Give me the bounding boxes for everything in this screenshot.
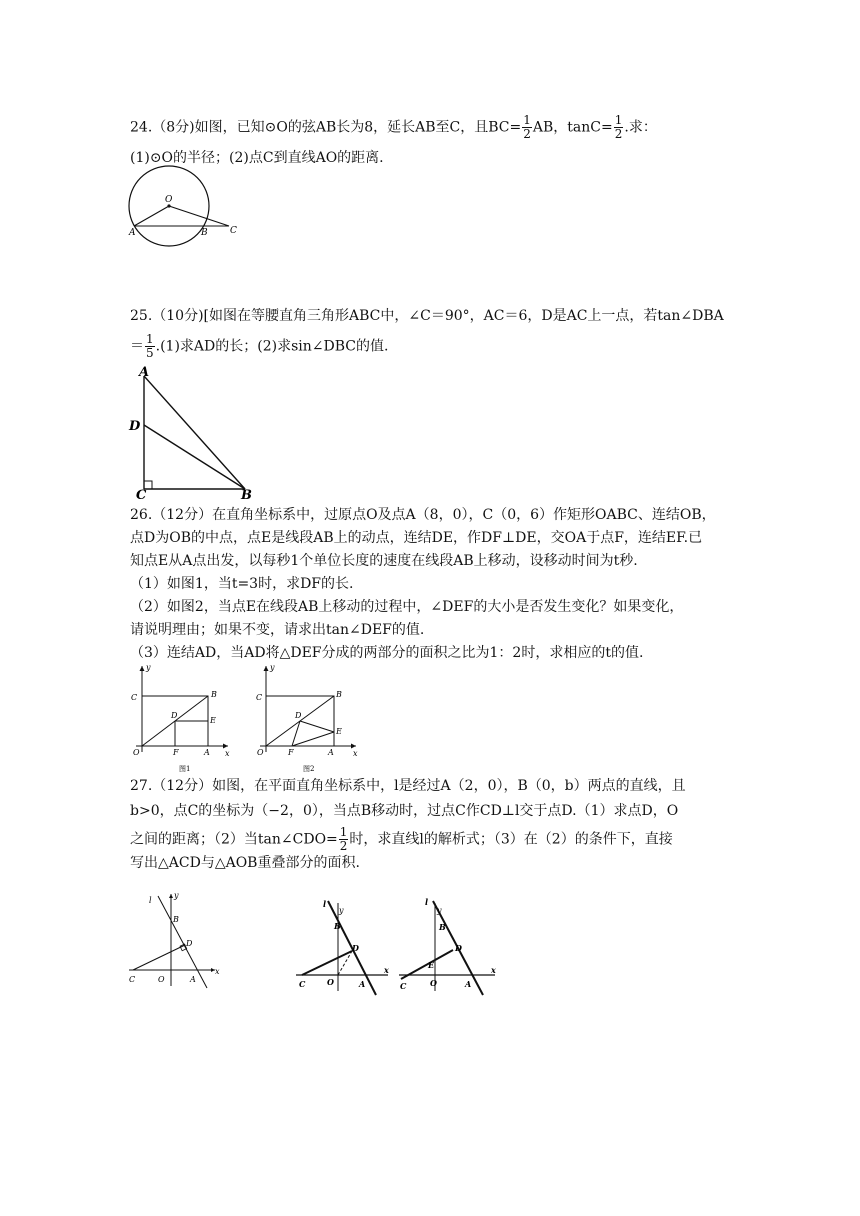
q24-fraction-2: $\frac{1}{2}$ bbox=[614, 113, 623, 141]
q25-text-a: ＝ bbox=[130, 338, 144, 355]
segment-oa bbox=[134, 206, 169, 226]
label-b: B bbox=[439, 922, 446, 932]
label-c: C bbox=[256, 693, 263, 702]
label-l: l bbox=[323, 899, 327, 909]
q24-text-a: 24.（8分)如图，已知⊙O的弦AB长为8，延长AB至C，且BC= bbox=[130, 119, 522, 136]
q25-line1: 25.（10分)[如图在等腰直角三角形ABC中，∠C＝90°，AC＝6，D是AC上一点，若tan∠DBA bbox=[130, 308, 724, 324]
segment-oc bbox=[169, 206, 229, 226]
label-e: E bbox=[336, 727, 342, 736]
label-a: A bbox=[465, 979, 472, 989]
label-d: D bbox=[352, 943, 359, 953]
segment-de bbox=[300, 721, 334, 732]
label-y: y bbox=[339, 906, 344, 915]
segment-cd bbox=[133, 945, 185, 970]
label-x: x bbox=[353, 749, 358, 758]
caption: 图2 bbox=[303, 765, 315, 773]
x-arrow bbox=[351, 744, 356, 749]
label-d: D bbox=[295, 711, 302, 720]
q26-line5: （2）如图2，当点E在线段AB上移动的过程中，∠DEF的大小是否发生变化？如果变化， bbox=[130, 599, 684, 615]
label-x: x bbox=[225, 749, 230, 758]
label-x: x bbox=[215, 967, 220, 976]
label-a: A bbox=[190, 975, 196, 984]
q26-figure-2 bbox=[250, 660, 370, 775]
label-o: O bbox=[257, 748, 264, 757]
label-x: x bbox=[384, 965, 389, 975]
q24-text-c: .求： bbox=[624, 119, 657, 136]
caption: 图1 bbox=[179, 765, 191, 773]
q27-line3 bbox=[130, 826, 673, 853]
label-c: C bbox=[136, 488, 147, 503]
label-f: F bbox=[288, 748, 294, 757]
q24-text-b: AB，tanC= bbox=[532, 119, 613, 136]
label-c: C bbox=[400, 981, 407, 991]
q26-figure-1 bbox=[122, 660, 242, 775]
label-y: y bbox=[174, 891, 179, 900]
q27-text-b: 时，求直线l的解析式；（3）在（2）的条件下，直接 bbox=[349, 831, 673, 848]
label-c: C bbox=[299, 979, 306, 989]
label-c: C bbox=[131, 693, 138, 702]
q24-line1 bbox=[130, 114, 657, 141]
y-arrow bbox=[140, 666, 145, 671]
q26-line2: 点D为OB的中点，点E是线段AB上的动点，连结DE，作DF⊥DE，交OA于点F，连结EF.已 bbox=[130, 530, 703, 546]
segment-ef bbox=[175, 721, 208, 746]
q27-line4: 写出△ACD与△AOB重叠部分的面积. bbox=[130, 855, 360, 871]
q27-figure-2 bbox=[292, 895, 402, 1000]
label-o: O bbox=[158, 975, 165, 984]
q27-figure-3 bbox=[395, 893, 505, 1000]
label-b: B bbox=[201, 228, 208, 238]
q27-figure-1 bbox=[125, 890, 225, 995]
q26-line4: （1）如图1，当t=3时，求DF的长. bbox=[130, 576, 354, 592]
q25-text-b: .(1)求AD的长；(2)求sin∠DBC的值. bbox=[155, 338, 389, 355]
label-e: E bbox=[210, 716, 216, 725]
x-arrow bbox=[223, 744, 228, 749]
q25-triangle-figure bbox=[128, 365, 258, 503]
label-c: C bbox=[230, 226, 237, 236]
label-y: y bbox=[146, 663, 151, 672]
label-o: O bbox=[133, 748, 140, 757]
label-y: y bbox=[270, 663, 275, 672]
q26-line3: 知点E从A点出发，以每秒1个单位长度的速度在线段AB上移动，设移动时间为t秒. bbox=[130, 553, 638, 569]
label-d: D bbox=[186, 939, 193, 948]
label-c: C bbox=[129, 975, 136, 984]
q27-fraction: $\frac{1}{2}$ bbox=[339, 825, 348, 853]
label-a: A bbox=[204, 748, 210, 757]
label-a: A bbox=[129, 228, 136, 238]
q24-fraction-1: $\frac{1}{2}$ bbox=[523, 113, 531, 141]
label-b: B bbox=[241, 488, 252, 503]
q24-circle-figure bbox=[125, 165, 250, 245]
label-o: O bbox=[327, 977, 334, 987]
q24-line2: (1)⊙O的半径；(2)点C到直线AO的距离. bbox=[130, 150, 384, 166]
label-a: A bbox=[328, 748, 334, 757]
label-l: l bbox=[149, 896, 152, 905]
label-o: O bbox=[430, 978, 437, 988]
label-a: A bbox=[359, 979, 366, 989]
label-b: B bbox=[211, 690, 217, 699]
segment-db bbox=[144, 425, 245, 489]
label-f: F bbox=[173, 748, 179, 757]
segment-ab bbox=[144, 376, 245, 489]
q26-line7: （3）连结AD，当AD将△DEF分成的两部分的面积之比为1：2时，求相应的t的值. bbox=[130, 645, 644, 661]
label-b: B bbox=[336, 690, 342, 699]
label-d: D bbox=[129, 419, 141, 434]
label-b: B bbox=[173, 915, 179, 924]
label-l: l bbox=[425, 897, 429, 907]
q26-line1: 26.（12分）在直角坐标系中，过原点O及点A（8，0），C（0，6）作矩形OABC、连结OB， bbox=[130, 507, 716, 523]
q27-line1: 27.（12分）如图，在平面直角坐标系中，l是经过A（2，0），B（0，b）两点的直线，且 bbox=[130, 778, 686, 794]
q25-line2 bbox=[130, 333, 388, 360]
label-d: D bbox=[171, 711, 178, 720]
y-arrow bbox=[169, 894, 173, 898]
segment-fe bbox=[292, 732, 334, 746]
label-b: B bbox=[334, 921, 341, 931]
label-o: O bbox=[165, 195, 173, 205]
label-y: y bbox=[437, 906, 442, 915]
segment-cd bbox=[302, 951, 352, 975]
label-d: D bbox=[455, 943, 462, 953]
q26-line6: 请说明理由；如果不变，请求出tan∠DEF的值. bbox=[130, 622, 425, 638]
y-arrow bbox=[264, 666, 269, 671]
label-e: E bbox=[428, 960, 435, 970]
label-x: x bbox=[491, 965, 496, 975]
label-a: A bbox=[139, 365, 150, 380]
q25-fraction: $\frac{1}{5}$ bbox=[146, 332, 154, 360]
line-l bbox=[158, 896, 207, 988]
q27-text-a: 之间的距离；（2）当tan∠CDO= bbox=[130, 831, 338, 848]
q27-line2: b>0，点C的坐标为（−2，0），当点B移动时，过点C作CD⊥l交于点D.（1）求点D，O bbox=[130, 803, 679, 819]
segment-df bbox=[292, 721, 300, 746]
